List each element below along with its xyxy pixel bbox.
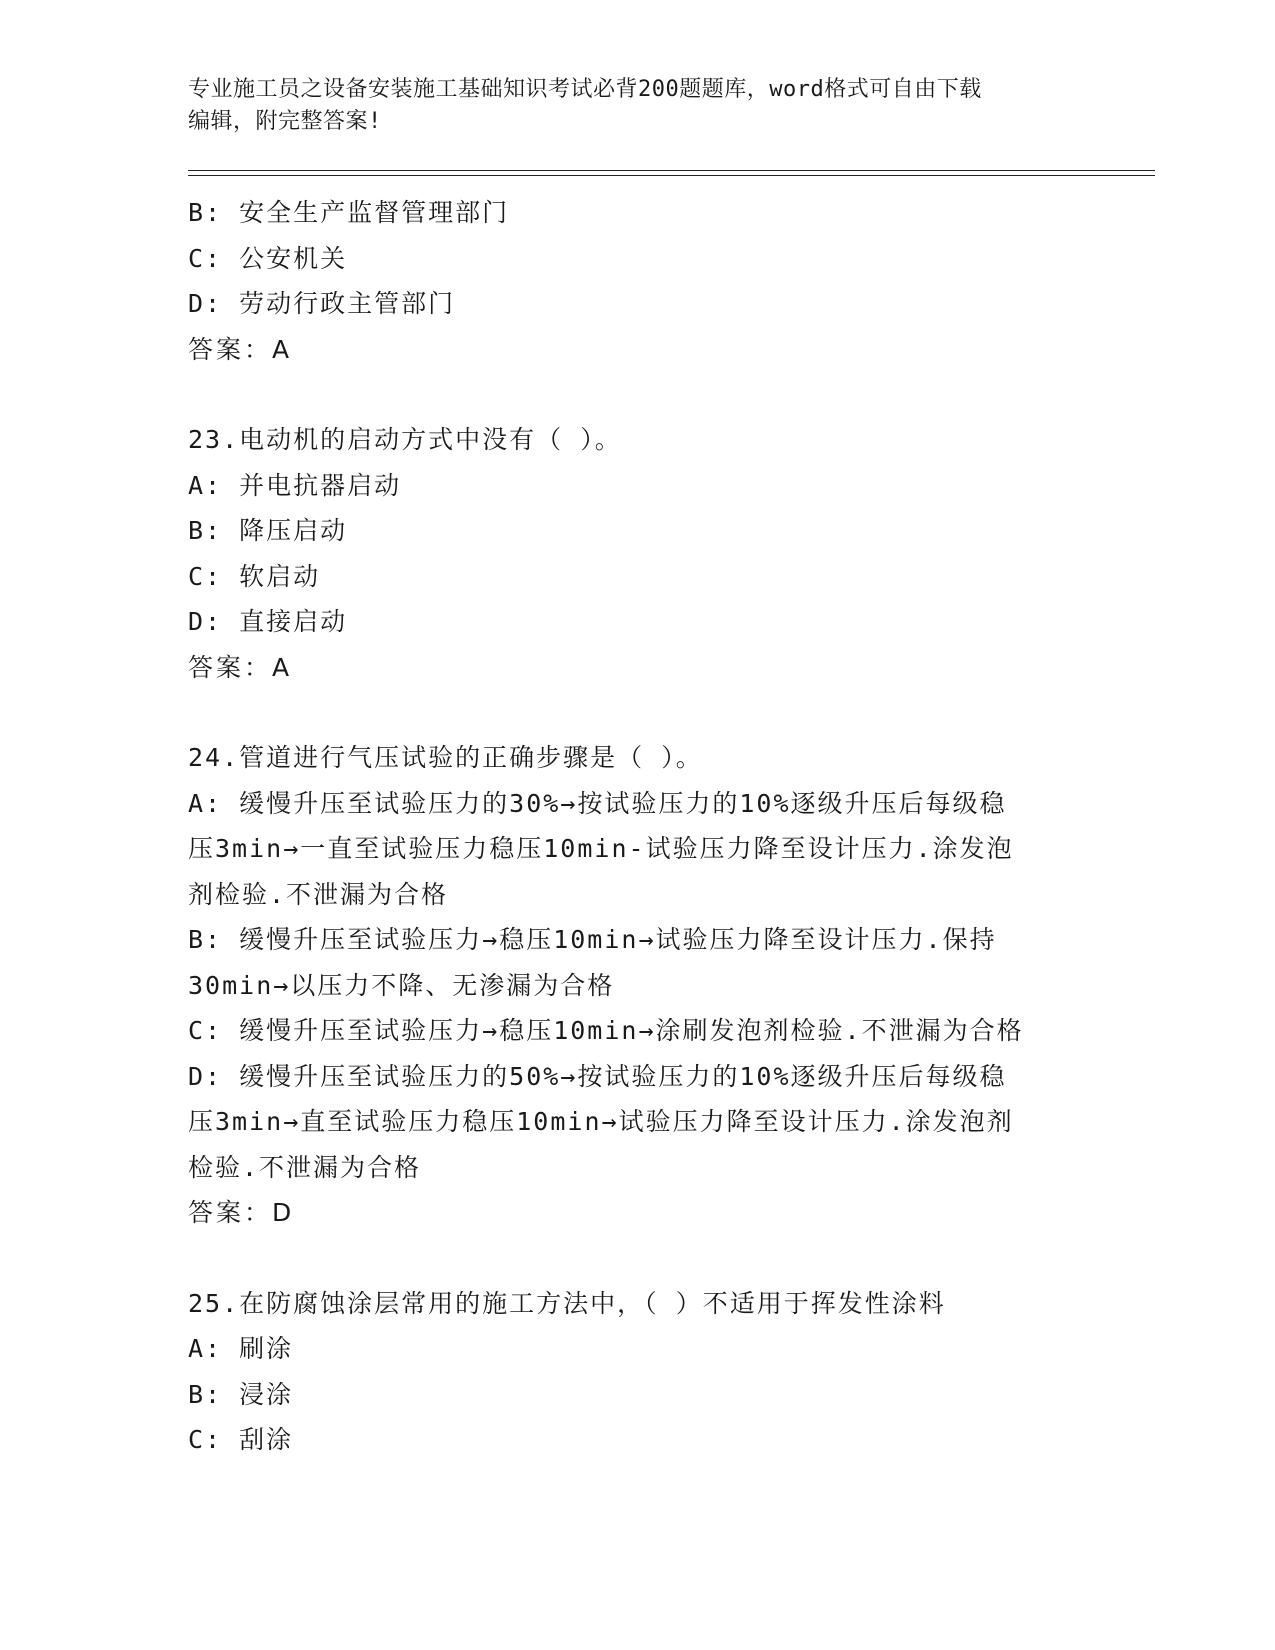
header-divider-bottom — [188, 175, 1155, 176]
question-stem: 25.在防腐蚀涂层常用的施工方法中，（ ）不适用于挥发性涂料 — [188, 1288, 946, 1318]
option-a-line: 剂检验.不泄漏为合格 — [188, 879, 449, 909]
header-divider-top — [188, 170, 1155, 171]
question-stem: 24.管道进行气压试验的正确步骤是（ ）。 — [188, 743, 703, 772]
document-title-line-2: 编辑，附完整答案! — [188, 109, 382, 134]
option-d-line: D: 缓慢升压至试验压力的50%→按试验压力的10%逐级升压后每级稳 — [188, 1061, 1007, 1091]
option-b: B: 降压启动 — [188, 516, 348, 545]
document-title-line-1: 专业施工员之设备安装施工基础知识考试必背200题题库，word格式可自由下载 — [188, 77, 982, 102]
spacer — [188, 1236, 1088, 1281]
option-a-line: A: 缓慢升压至试验压力的30%→按试验压力的10%逐级升压后每级稳 — [188, 788, 1007, 818]
spacer — [188, 372, 1088, 417]
option-a: A: 并电抗器启动 — [188, 470, 402, 500]
question-24 — [188, 735, 1088, 1236]
option-d: D: 直接启动 — [188, 607, 348, 636]
question-stem: 23.电动机的启动方式中没有（ ）。 — [188, 425, 622, 454]
option-a-line: 压3min→一直至试验压力稳压10min-试验压力降至设计压力.涂发泡 — [188, 834, 1014, 863]
option-b-line: 30min→以压力不降、无渗漏为合格 — [188, 970, 615, 1000]
question-22-tail — [188, 190, 1088, 372]
question-25 — [188, 1281, 1088, 1463]
document-body — [188, 190, 1088, 1463]
option-b: B: 浸涂 — [188, 1379, 294, 1409]
document-title — [188, 74, 1088, 138]
option-c — [188, 1008, 1088, 1054]
question-23 — [188, 417, 1088, 690]
answer: 答案：A — [188, 652, 293, 682]
option-c: C: 公安机关 — [188, 243, 348, 273]
option-a: A: 刷涂 — [188, 1334, 294, 1363]
option-b-line: B: 缓慢升压至试验压力→稳压10min→试验压力降至设计压力.保持 — [188, 925, 997, 954]
option-d — [188, 1054, 1088, 1191]
option-c: C: 刮涂 — [188, 1425, 294, 1454]
option-d: D: 劳动行政主管部门 — [188, 289, 456, 318]
option-d-line: 压3min→直至试验压力稳压10min→试验压力降至设计压力.涂发泡剂 — [188, 1107, 1014, 1136]
spacer — [188, 690, 1088, 735]
answer: 答案：A — [188, 334, 293, 364]
option-c: C: 软启动 — [188, 561, 321, 591]
option-b: B: 安全生产监督管理部门 — [188, 198, 510, 227]
option-d-line: 检验.不泄漏为合格 — [188, 1152, 422, 1182]
option-c-line: C: 缓慢升压至试验压力→稳压10min→涂刷发泡剂检验.不泄漏为合格 — [188, 1016, 1024, 1045]
answer: 答案：D — [188, 1198, 295, 1227]
option-a — [188, 781, 1088, 918]
option-b — [188, 917, 1088, 1008]
